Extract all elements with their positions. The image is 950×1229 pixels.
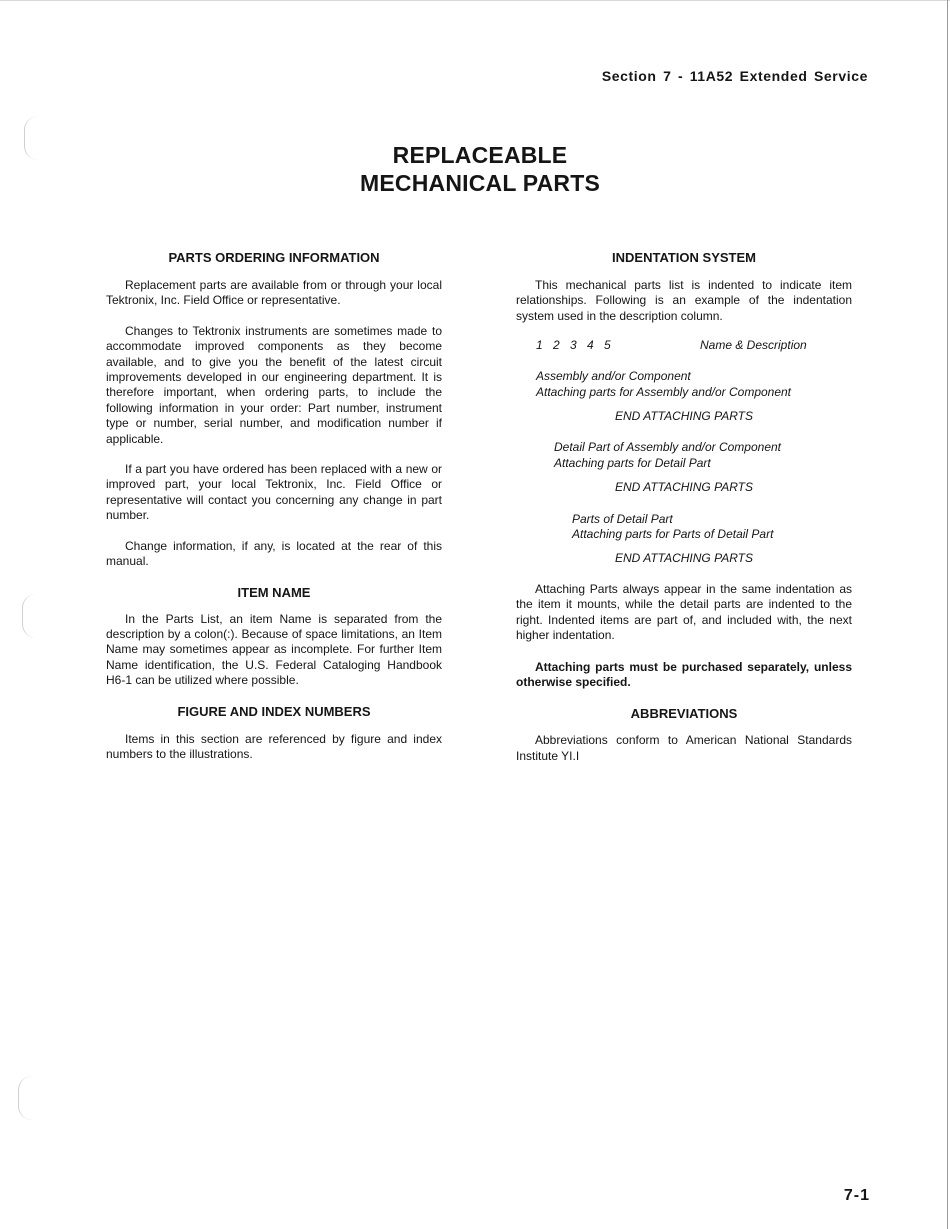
parts-ordering-heading: PARTS ORDERING INFORMATION <box>168 250 380 265</box>
scan-top-edge <box>0 0 950 1</box>
end-attaching-parts-1: END ATTACHING PARTS <box>614 409 753 424</box>
section-header: Section 7 - 11A52 Extended Service <box>601 68 868 84</box>
binding-hole-mark <box>18 1076 33 1120</box>
parts-ordering-paragraph-1: Replacement parts are available from or through your local Tektronix, Inc. Field Office or representative. <box>106 278 442 308</box>
title-line-1: REPLACEABLE <box>392 142 568 168</box>
purchase-separately-note: Attaching parts must be purchased separately, unless otherwise specified. <box>516 659 852 689</box>
figure-index-heading: FIGURE AND INDEX NUMBERS <box>177 703 371 719</box>
abbreviations-heading: ABBREVIATIONS <box>630 706 738 722</box>
parts-ordering-paragraph-4: Change information, if any, is located at the rear of this manual. <box>106 538 442 569</box>
parts-ordering-paragraph-2: Changes to Tektronix instruments are sometimes made to accommodate improved components as they become available, and to give you the benefit of the latest circuit improvements developed in our engineering department. It is therefore important, when ordering parts, to include the following information in your order: Part number, instrument type or number, serial number, and modification number if applicable. <box>106 323 442 446</box>
end-attaching-parts-2: END ATTACHING PARTS <box>614 480 753 495</box>
left-column <box>106 250 442 762</box>
abbreviations-paragraph: Abbreviations conform to American National Standards Institute YI.I <box>516 733 852 763</box>
binding-hole-mark <box>22 594 37 638</box>
end-attaching-parts-3: END ATTACHING PARTS <box>614 551 753 566</box>
level-1-line-a: Assembly and/or Component <box>536 369 691 384</box>
page-title <box>0 141 950 197</box>
indentation-example-header <box>516 338 852 354</box>
indentation-paragraph-1: This mechanical parts list is indented to indicate item relationships. Following is an example of the indentation system used in the description column. <box>516 278 852 323</box>
right-column <box>516 250 852 764</box>
parts-ordering-paragraph-3: If a part you have ordered has been replaced with a new or improved part, your local Tektronix, Inc. Field Office or representative will contact you concerning any change in part number. <box>106 462 442 523</box>
indentation-heading: INDENTATION SYSTEM <box>612 250 756 265</box>
level-3-line-b: Attaching parts for Parts of Detail Part <box>572 527 774 542</box>
level-1-line-b: Attaching parts for Assembly and/or Component <box>536 384 792 399</box>
figure-index-paragraph: Items in this section are referenced by figure and index numbers to the illustrations. <box>106 731 442 761</box>
page-number: 7-1 <box>843 1187 870 1204</box>
title-line-2: MECHANICAL PARTS <box>359 170 601 196</box>
level-2-line-a: Detail Part of Assembly and/or Component <box>554 440 781 455</box>
name-description-label: Name & Description <box>700 338 807 353</box>
indent-levels: 1 2 3 4 5 <box>536 338 615 353</box>
indentation-paragraph-2: Attaching Parts always appear in the same indentation as the item it mounts, while the detail parts are indented to the right. Indented items are part of, and included with, the next higher indentation. <box>516 581 852 643</box>
item-name-heading: ITEM NAME <box>237 584 311 600</box>
level-3-line-a: Parts of Detail Part <box>572 511 673 526</box>
level-2-line-b: Attaching parts for Detail Part <box>554 455 711 470</box>
item-name-paragraph: In the Parts List, an item Name is separated from the description by a colon(:). Because of space limitations, an Item Name may sometimes appear as incomplete. For further Item Name identification, the U.S. Federal Cataloging Handbook H6-1 can be utilized where possible. <box>106 611 442 688</box>
